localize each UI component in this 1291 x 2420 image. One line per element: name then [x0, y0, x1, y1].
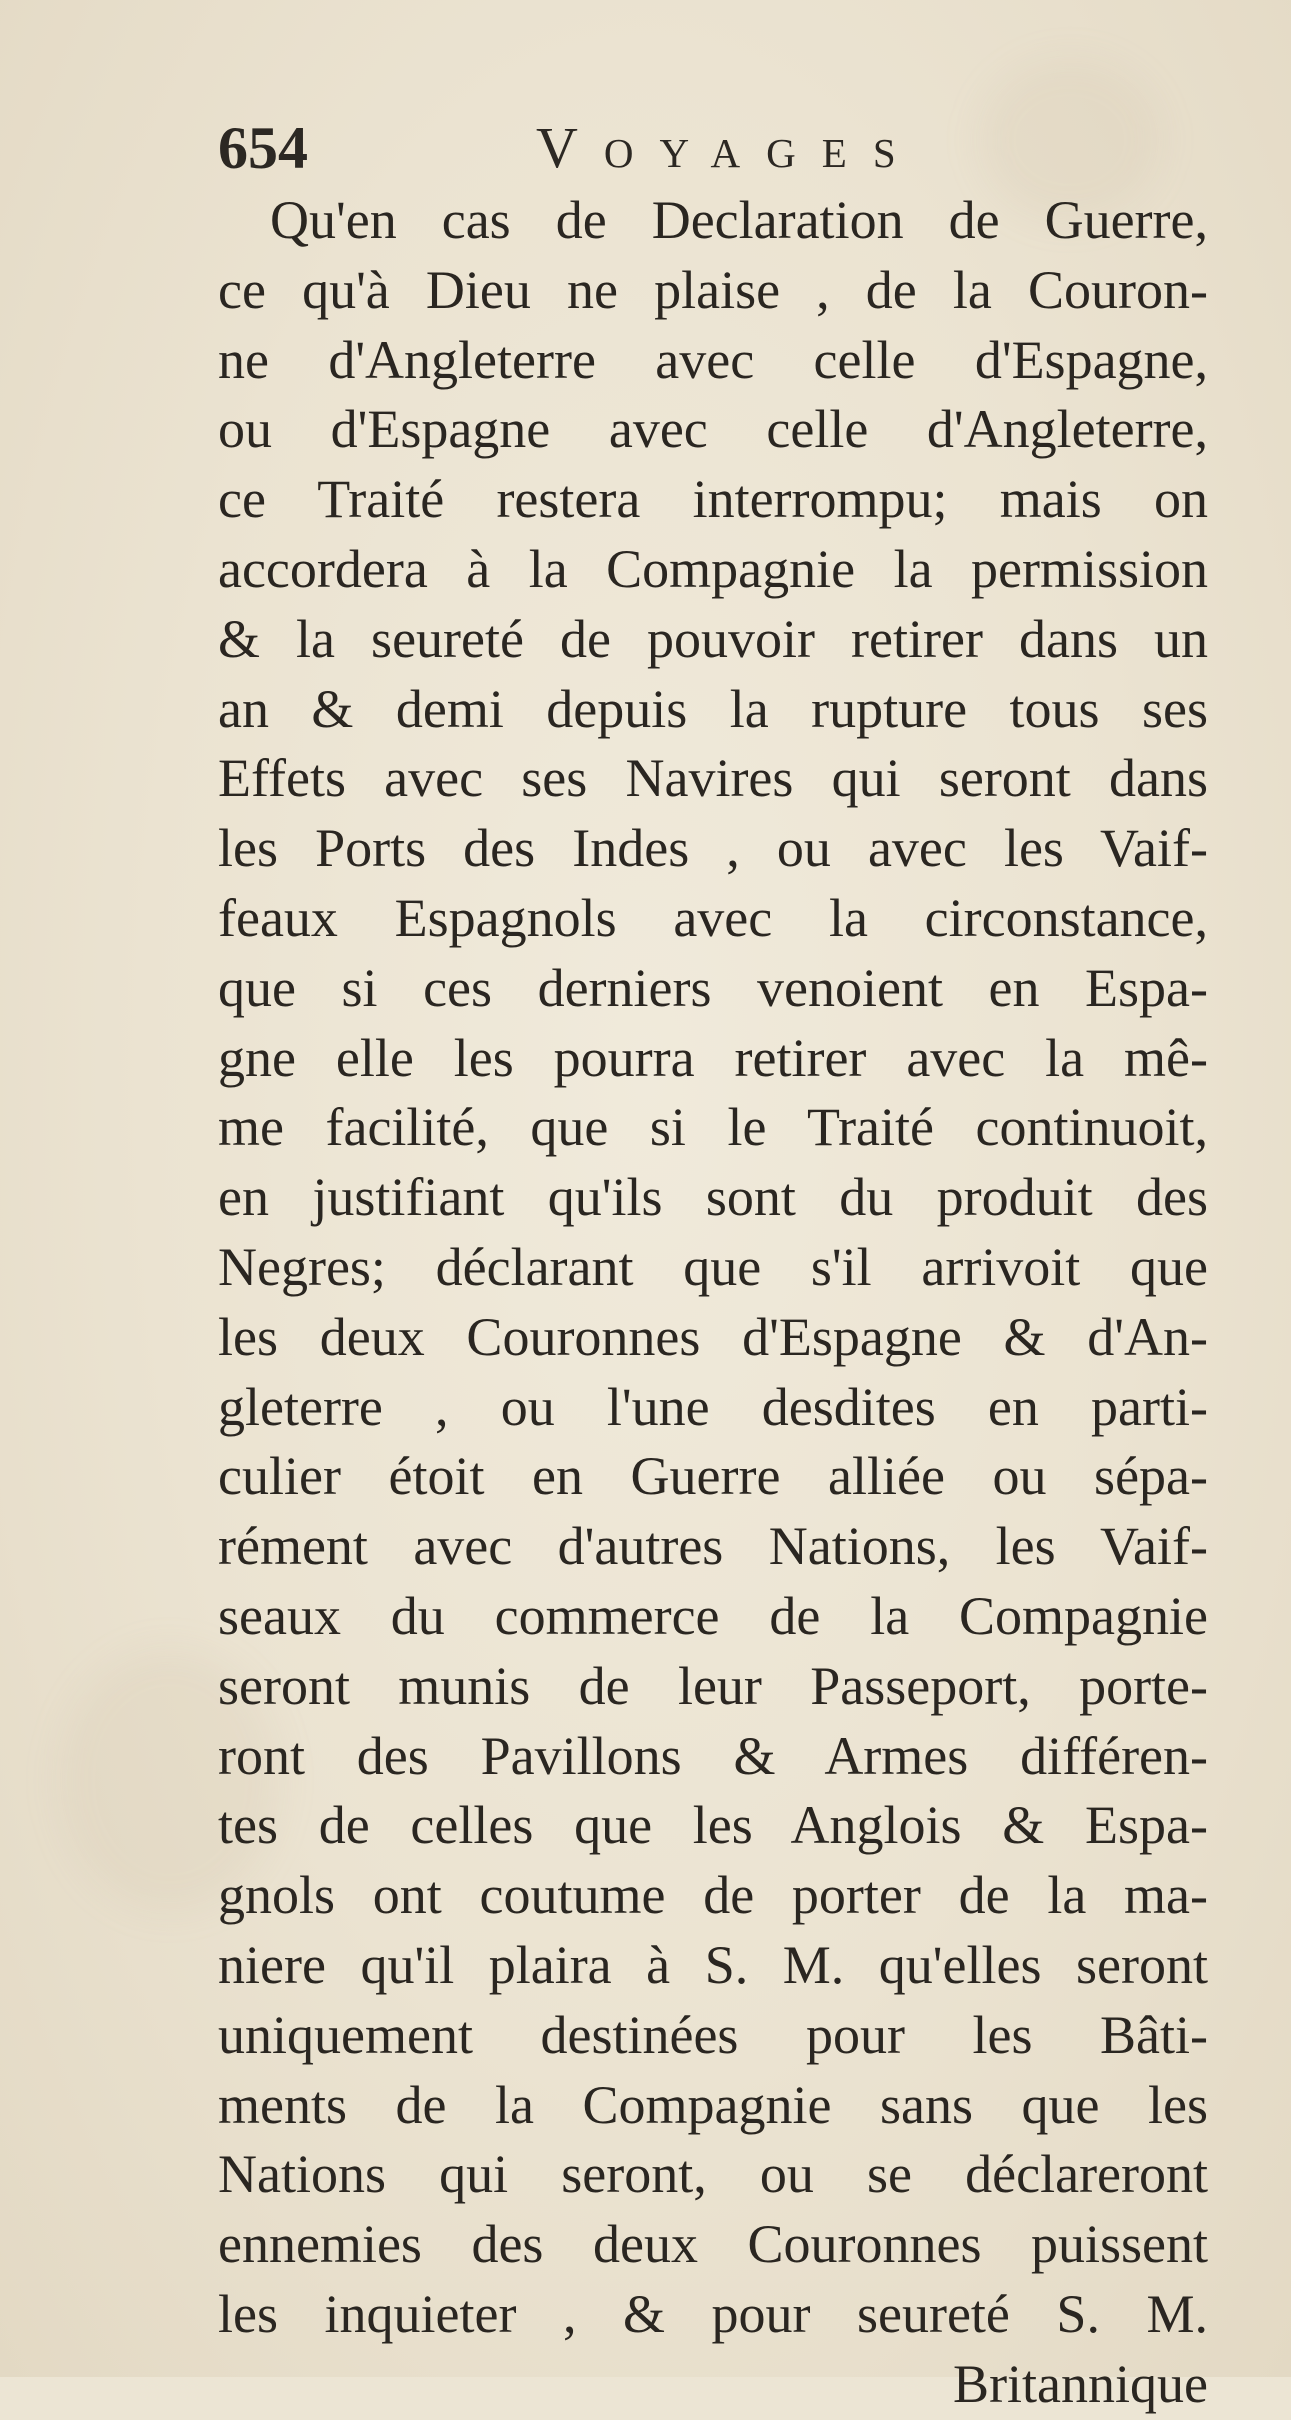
text-line: ments de la Compagnie sans que les — [218, 2074, 1208, 2135]
text-line: rément avec d'autres Nations, les Vaif- — [218, 1516, 1208, 1577]
text-line: les Ports des Indes , ou avec les Vaif- — [218, 818, 1208, 879]
text-line: me facilité, que si le Traité continuoit, — [218, 1097, 1208, 1158]
text-line: ce qu'à Dieu ne plaise , de la Couron- — [218, 259, 1208, 320]
catchword: Britannique — [953, 2353, 1208, 2414]
text-line: seront munis de leur Passeport, porte- — [218, 1655, 1208, 1716]
text-line: Effets avec ses Navires qui seront dans — [218, 748, 1208, 809]
text-line: gleterre , ou l'une desdites en parti- — [218, 1376, 1208, 1437]
text-line: ront des Pavillons & Armes différen- — [218, 1725, 1208, 1786]
text-line: Negres; déclarant que s'il arrivoit que — [218, 1236, 1208, 1297]
text-line: feaux Espagnols avec la circonstance, — [218, 887, 1208, 948]
text-line: ou d'Espagne avec celle d'Angleterre, — [218, 399, 1208, 460]
running-title: Voyages — [536, 115, 922, 180]
text-line: seaux du commerce de la Compagnie — [218, 1585, 1208, 1646]
text-line: Nations qui seront, ou se déclareront — [218, 2144, 1208, 2205]
text-line: culier étoit en Guerre alliée ou sépa- — [218, 1446, 1208, 1507]
page-header — [218, 108, 1118, 188]
body-text — [218, 186, 1208, 2420]
text-line: gne elle les pourra retirer avec la mê- — [218, 1027, 1208, 1088]
text-line: & la seureté de pouvoir retirer dans un — [218, 608, 1208, 669]
text-line: tes de celles que les Anglois & Espa- — [218, 1795, 1208, 1856]
text-line: que si ces derniers venoient en Espa- — [218, 957, 1208, 1018]
text-line: les deux Couronnes d'Espagne & d'An- — [218, 1306, 1208, 1367]
text-line: gnols ont coutume de porter de la ma- — [218, 1865, 1208, 1926]
text-line: uniquement destinées pour les Bâti- — [218, 2004, 1208, 2065]
text-line: ce Traité restera interrompu; mais on — [218, 469, 1208, 530]
text-line: ne d'Angleterre avec celle d'Espagne, — [218, 329, 1208, 390]
text-line: en justifiant qu'ils sont du produit des — [218, 1167, 1208, 1228]
page-number: 654 — [218, 115, 308, 181]
text-line: niere qu'il plaira à S. M. qu'elles seront — [218, 1934, 1208, 1995]
text-line: Qu'en cas de Declaration de Guerre, — [270, 190, 1208, 250]
text-line: accordera à la Compagnie la permission — [218, 538, 1208, 599]
text-line: ennemies des deux Couronnes puissent — [218, 2214, 1208, 2275]
text-line: an & demi depuis la rupture tous ses — [218, 678, 1208, 739]
text-line: les inquieter , & pour seureté S. M. — [218, 2283, 1208, 2344]
